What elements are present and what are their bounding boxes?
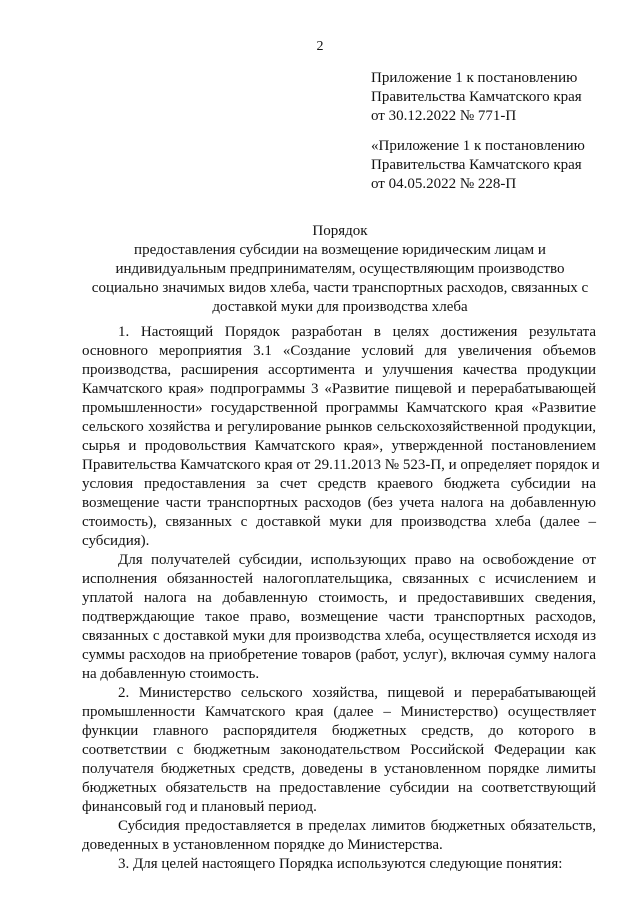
paragraph-line: сырья и продовольствия Камчатского края», утвержденной постановлением [82,438,596,454]
paragraph-line: функции главного распорядителя бюджетных средств, до которого в [82,723,596,739]
appendix-previous-block [371,137,631,194]
appendix-current-line: от 30.12.2022 № 771-П [371,108,517,124]
title-subtitle-line: социально значимых видов хлеба, части транспортных расходов, связанных с [91,280,589,296]
title-heading: Порядок [312,223,368,239]
paragraph-line: сельского хозяйства и регулирование рынков сельскохозяйственной продукции, [82,419,596,435]
appendix-current-line: Приложение 1 к постановлению [371,70,578,86]
paragraph-line: Для получателей субсидии, использующих право на освобождение от [118,552,596,568]
paragraph-line: получателя бюджетных средств, доведены в установленном порядке лимиты [82,761,596,777]
page-number: 2 [316,39,324,54]
paragraph-line: Правительства Камчатского края от 29.11.2013 № 523-П, и определяет порядок и [82,457,600,473]
title-subtitle-line: доставкой муки для производства хлеба [212,299,468,315]
paragraph [82,855,596,874]
appendix-current-line: Правительства Камчатского края [371,89,582,105]
paragraph-line: возмещение части транспортных расходов (без учета налога на добавленную [82,495,596,511]
paragraph-line: суммы расходов на приобретение товаров (работ, услуг), включая сумму налога [82,647,596,663]
paragraph-line: 2. Министерство сельского хозяйства, пищевой и перерабатывающей [118,685,596,701]
paragraph-line: исполнения обязанностей налогоплательщика, связанных с исчислением и [82,571,596,587]
appendix-previous-line: Правительства Камчатского края [371,157,582,173]
paragraph-line: 3. Для целей настоящего Порядка используются следующие понятия: [118,856,563,872]
paragraph-line: промышленности Камчатского края (далее – Министерство) осуществляет [82,704,596,720]
paragraph-line: соответствии с бюджетным законодательством Российской Федерации как [82,742,596,758]
paragraph [82,323,600,551]
paragraph-line: подтверждающие такое право, возмещение части транспортных расходов, [82,609,596,625]
paragraph [82,684,596,817]
paragraph-line: производства, расширения ассортимента и улучшения качества продукции [82,362,596,378]
paragraph-line: стоимость), связанных с доставкой муки для производства хлеба (далее – [82,514,596,530]
paragraph-line: уплатой налога на добавленную стоимость, и предоставивших сведения, [82,590,596,606]
paragraph [82,817,596,855]
paragraph-line: Субсидия предоставляется в пределах лимитов бюджетных обязательств, [118,818,596,834]
paragraph-line: промышленности» государственной программы Камчатского края «Развитие [82,400,596,416]
appendix-previous-line: «Приложение 1 к постановлению [371,138,585,154]
paragraph-line: на добавленную стоимость. [82,666,260,682]
title-subtitle-line: предоставления субсидии на возмещение юридическим лицам и [134,242,546,258]
paragraph-line: связанных с доставкой муки для производства хлеба, осуществляется исходя из [82,628,596,644]
paragraph-line: бюджетных обязательств на предоставление субсидии на соответствующий [82,780,596,796]
paragraph [82,551,596,684]
document-title [90,222,590,317]
title-subtitle-line: индивидуальным предпринимателям, осуществляющим производство [115,261,565,277]
paragraph-line: 1. Настоящий Порядок разработан в целях достижения результата [118,324,596,340]
paragraph-line: Камчатского края» подпрограммы 3 «Развитие пищевой и перерабатывающей [82,381,596,397]
appendix-previous-line: от 04.05.2022 № 228-П [371,176,517,192]
paragraph-line: условия предоставления за счет средств краевого бюджета субсидии на [82,476,596,492]
appendix-current-block [371,69,631,126]
paragraph-line: субсидия). [82,533,150,549]
paragraph-line: основного мероприятия 3.1 «Создание условий для увеличения объемов [82,343,596,359]
paragraph-line: доведенных в установленном порядке до Министерства. [82,837,443,853]
document-body [82,323,600,874]
paragraph-line: финансовый год и плановый период. [82,799,317,815]
